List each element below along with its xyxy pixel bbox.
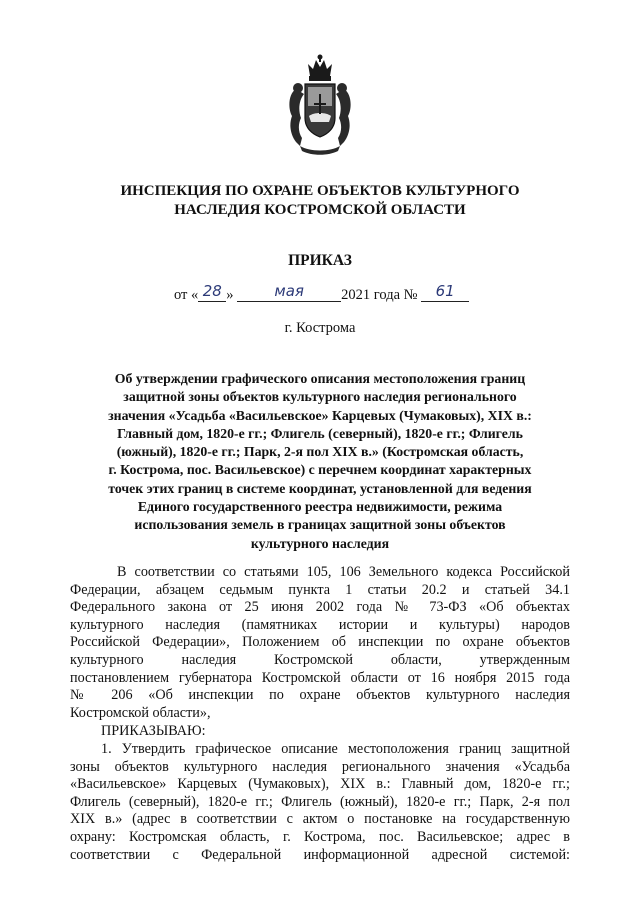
issuing-authority <box>0 182 640 220</box>
city: г. Кострома <box>284 320 356 336</box>
kostroma-coat-of-arms-icon <box>286 54 354 158</box>
item-1 <box>70 741 570 864</box>
text-line: В соответствии со статьями 105, 106 Земельного кодекса Российской <box>117 564 570 580</box>
handwritten-month: мая <box>274 282 304 300</box>
order-title <box>70 370 570 553</box>
document-type: ПРИКАЗ <box>288 252 352 269</box>
text-line: Российской Федерации», Положением об инспекции по охране объектов <box>70 634 570 651</box>
title-line: значения «Усадьба «Васильевское» Карцевых (Чумаковых), XIX в.: <box>108 407 532 423</box>
text-line: 1. Утвердить графическое описание местоположения границ защитной <box>101 741 570 757</box>
title-line: Главный дом, 1820-е гг.; Флигель (северный), 1820-е гг.; Флигель <box>117 425 523 441</box>
org-name-line: НАСЛЕДИЯ КОСТРОМСКОЙ ОБЛАСТИ <box>174 202 466 218</box>
text-line: Федерального закона от 25 июня 2002 года № 73-ФЗ «Об объектах <box>70 599 570 616</box>
text-line: «Васильевское» Карцевых (Чумаковых), XIX в.: Главный дом, 1820-е гг.; <box>70 776 570 793</box>
text-line: охрану: Костромская область, г. Кострома, пос. Васильевское; адрес в <box>70 828 570 845</box>
title-line: использования земель в границах защитной зоны объектов <box>134 517 506 533</box>
number-field <box>421 282 469 302</box>
text-line: Флигель (северный), 1820-е гг.; Флигель (южный), 1820-е гг.; Парк, 2-я пол <box>70 793 570 810</box>
text-line: культурного наследия Костромской области, утвержденным <box>70 651 570 668</box>
text-line: Федерации, абзацем седьмым пункта 1 статьи 20.2 и статьей 34.1 <box>70 581 570 598</box>
text-line: XIX в.» (адрес в соответствии с актом о постановке на государственную <box>70 811 570 828</box>
day-field <box>198 282 226 302</box>
text-line: постановлением губернатора Костромской области от 16 ноября 2015 года <box>70 669 570 686</box>
handwritten-number: 61 <box>435 282 455 300</box>
title-line: точек этих границ в системе координат, установленной для ведения <box>108 480 532 496</box>
text-line: Костромской области», <box>70 704 211 721</box>
handwritten-day: 28 <box>202 282 222 300</box>
order-word-block <box>70 723 570 741</box>
title-line: (южный), 1820-е гг.; Парк, 2-я пол XIX в.» (Костромская область, <box>116 444 524 460</box>
title-line: Об утверждении графического описания местоположения границ <box>114 371 526 386</box>
order-date-line <box>174 282 469 304</box>
title-line: Единого государственного реестра недвижимости, режима <box>137 499 503 515</box>
year-text: 2021 года № <box>341 287 418 303</box>
text-line: соответствии с Федеральной информационной адресной системой: <box>70 846 570 863</box>
date-prefix: от « <box>174 287 199 303</box>
preamble <box>70 564 570 722</box>
text-line: культурного наследия (памятниках истории и культуры) народов <box>70 616 570 633</box>
date-mid: » <box>226 287 234 303</box>
title-line: защитной зоны объектов культурного наследия регионального <box>123 389 517 405</box>
title-line: культурного наследия <box>250 535 390 551</box>
org-name-line: ИНСПЕКЦИЯ ПО ОХРАНЕ ОБЪЕКТОВ КУЛЬТУРНОГО <box>120 183 520 199</box>
text-line: № 206 «Об инспекции по охране объектов культурного наследия <box>70 687 570 704</box>
month-field <box>237 282 341 302</box>
text-line: зоны объектов культурного наследия регионального значения «Усадьба <box>70 758 570 775</box>
order-word: ПРИКАЗЫВАЮ: <box>101 723 206 739</box>
title-line: г. Кострома, пос. Васильевское) с перечнем координат характерных <box>108 462 532 478</box>
